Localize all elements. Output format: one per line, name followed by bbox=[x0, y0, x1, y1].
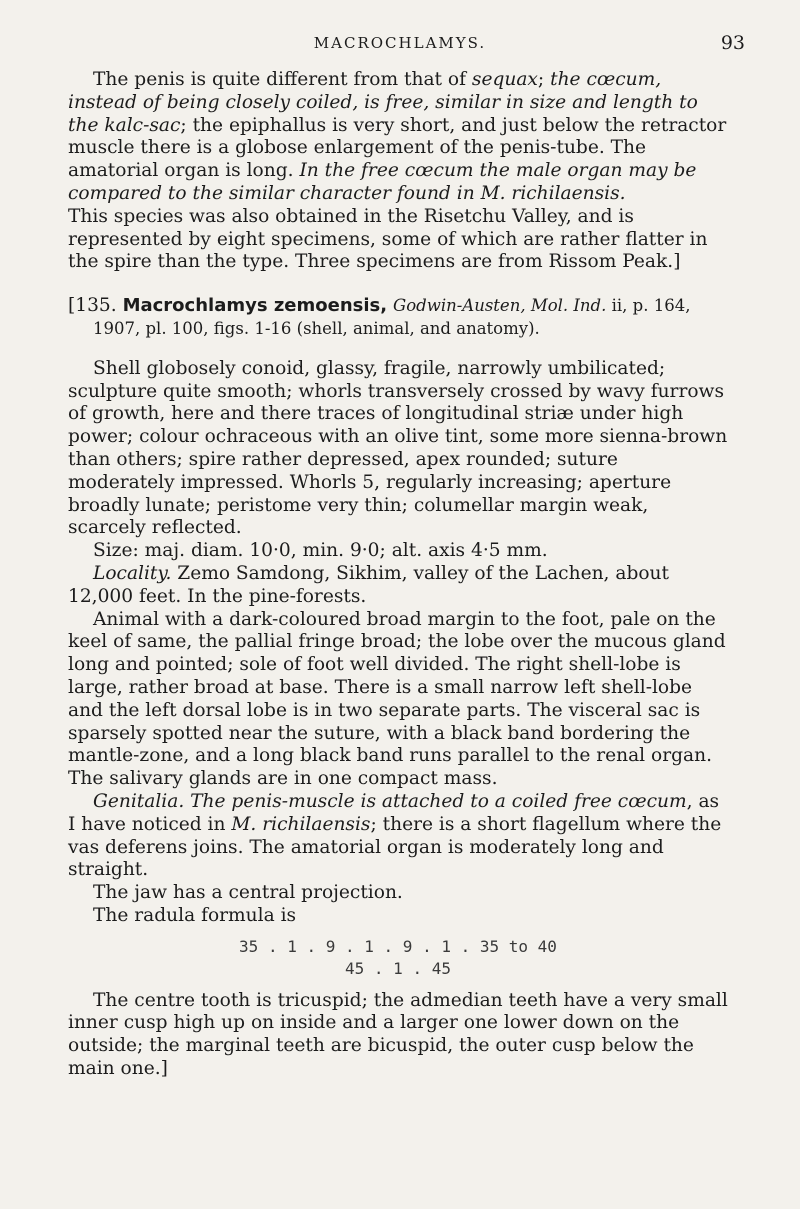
running-title: MACROCHLAMYS. bbox=[313, 34, 487, 52]
paragraph-distribution: This species was also obtained in the Risetchu Valley, and is represented by eight specimens, some of which are rather flatter in the spire than the type. Three specimens are from Rissom Peak.] bbox=[68, 205, 708, 273]
text-span: ; there is a short flagellum where the vas deferens joins. The amatorial organ is moderately long and straight. bbox=[68, 813, 722, 881]
body-text bbox=[68, 69, 728, 1081]
page-number: 93 bbox=[720, 32, 745, 54]
paragraph-radula: The radula formula is bbox=[93, 904, 297, 926]
text-span: ; bbox=[537, 69, 551, 90]
radula-formula-line2: 45 . 1 . 45 bbox=[345, 958, 451, 978]
paragraph-jaw: The jaw has a central projection. bbox=[93, 882, 403, 904]
text-span: The penis is quite different from that of bbox=[93, 69, 472, 90]
text-span: ; the epiphallus is very short, and just below the retractor muscle there is a globose enlargement of the penis-tube. The amatorial organ is long. bbox=[68, 114, 727, 182]
paragraph-locality bbox=[68, 563, 728, 609]
spacer bbox=[68, 341, 728, 358]
species-reference: ii, p. 164, bbox=[606, 296, 691, 316]
italic-span: Genitalia. The penis-muscle is attached to a coiled free cœcum bbox=[93, 790, 687, 812]
spacer bbox=[68, 274, 728, 295]
italic-span: the cœcum, instead of being closely coiled, is free, similar in size and length to the kalc-sac bbox=[68, 69, 698, 136]
entry-number: [135. bbox=[68, 295, 117, 317]
italic-span: M. richilaensis bbox=[231, 813, 371, 835]
species-name: Macrochlamys zemoensis, bbox=[122, 295, 388, 317]
paragraph-shell: Shell globosely conoid, glassy, fragile, narrowly umbilicated; sculpture quite smooth; whorls transversely crossed by wavy furrows of growth, here and there traces of longitudinal striæ under high power; colour ochraceous with an olive tint, some more sienna-brown than others; spire rather depressed, apex rounded; suture moderately impressed. Whorls 5, regularly increasing; aperture broadly lunate; peristome very thin; columellar margin weak, scarcely reflected. bbox=[68, 357, 728, 539]
species-authority: Godwin-Austen, Mol. Ind. bbox=[393, 296, 607, 316]
spacer bbox=[68, 980, 728, 990]
italic-span: sequax bbox=[471, 69, 538, 90]
radula-formula-line1: 35 . 1 . 9 . 1 . 9 . 1 . 35 to 40 bbox=[239, 936, 557, 956]
text-span: , as I have noticed in bbox=[68, 790, 720, 835]
spacer bbox=[68, 928, 728, 936]
paragraph-teeth: The centre tooth is tricuspid; the admedian teeth have a very small inner cusp high up on inside and a larger one lower down on the outside; the marginal teeth are bicuspid, the outer cusp below the main one.] bbox=[68, 989, 728, 1080]
paragraph-penis bbox=[68, 69, 728, 206]
locality-text: Zemo Samdong, Sikhim, valley of the Lachen, about 12,000 feet. In the pine-forests. bbox=[68, 562, 670, 607]
species-reference-cont: 1907, pl. 100, figs. 1-16 (shell, animal, and anatomy). bbox=[93, 318, 540, 338]
paragraph-genitalia bbox=[68, 791, 728, 882]
running-head bbox=[0, 34, 800, 60]
locality-label: Locality. bbox=[93, 562, 172, 584]
paragraph-size: Size: maj. diam. 10·0, min. 9·0; alt. axis 4·5 mm. bbox=[93, 540, 548, 562]
species-heading bbox=[68, 295, 728, 341]
italic-span: In the free cœcum the male organ may be compared to the similar character found in M. richilaensis. bbox=[68, 160, 697, 204]
paragraph-animal: Animal with a dark-coloured broad margin to the foot, pale on the keel of same, the pallial fringe broad; the lobe over the mucous gland long and pointed; sole of foot well divided. The right shell-lobe is large, rather broad at base. There is a small narrow left shell-lobe and the left dorsal lobe is in two separate parts. The visceral sac is sparsely spotted near the suture, with a black band bordering the mantle-zone, and a long black band runs parallel to the renal organ. The salivary glands are in one compact mass. bbox=[68, 608, 726, 790]
